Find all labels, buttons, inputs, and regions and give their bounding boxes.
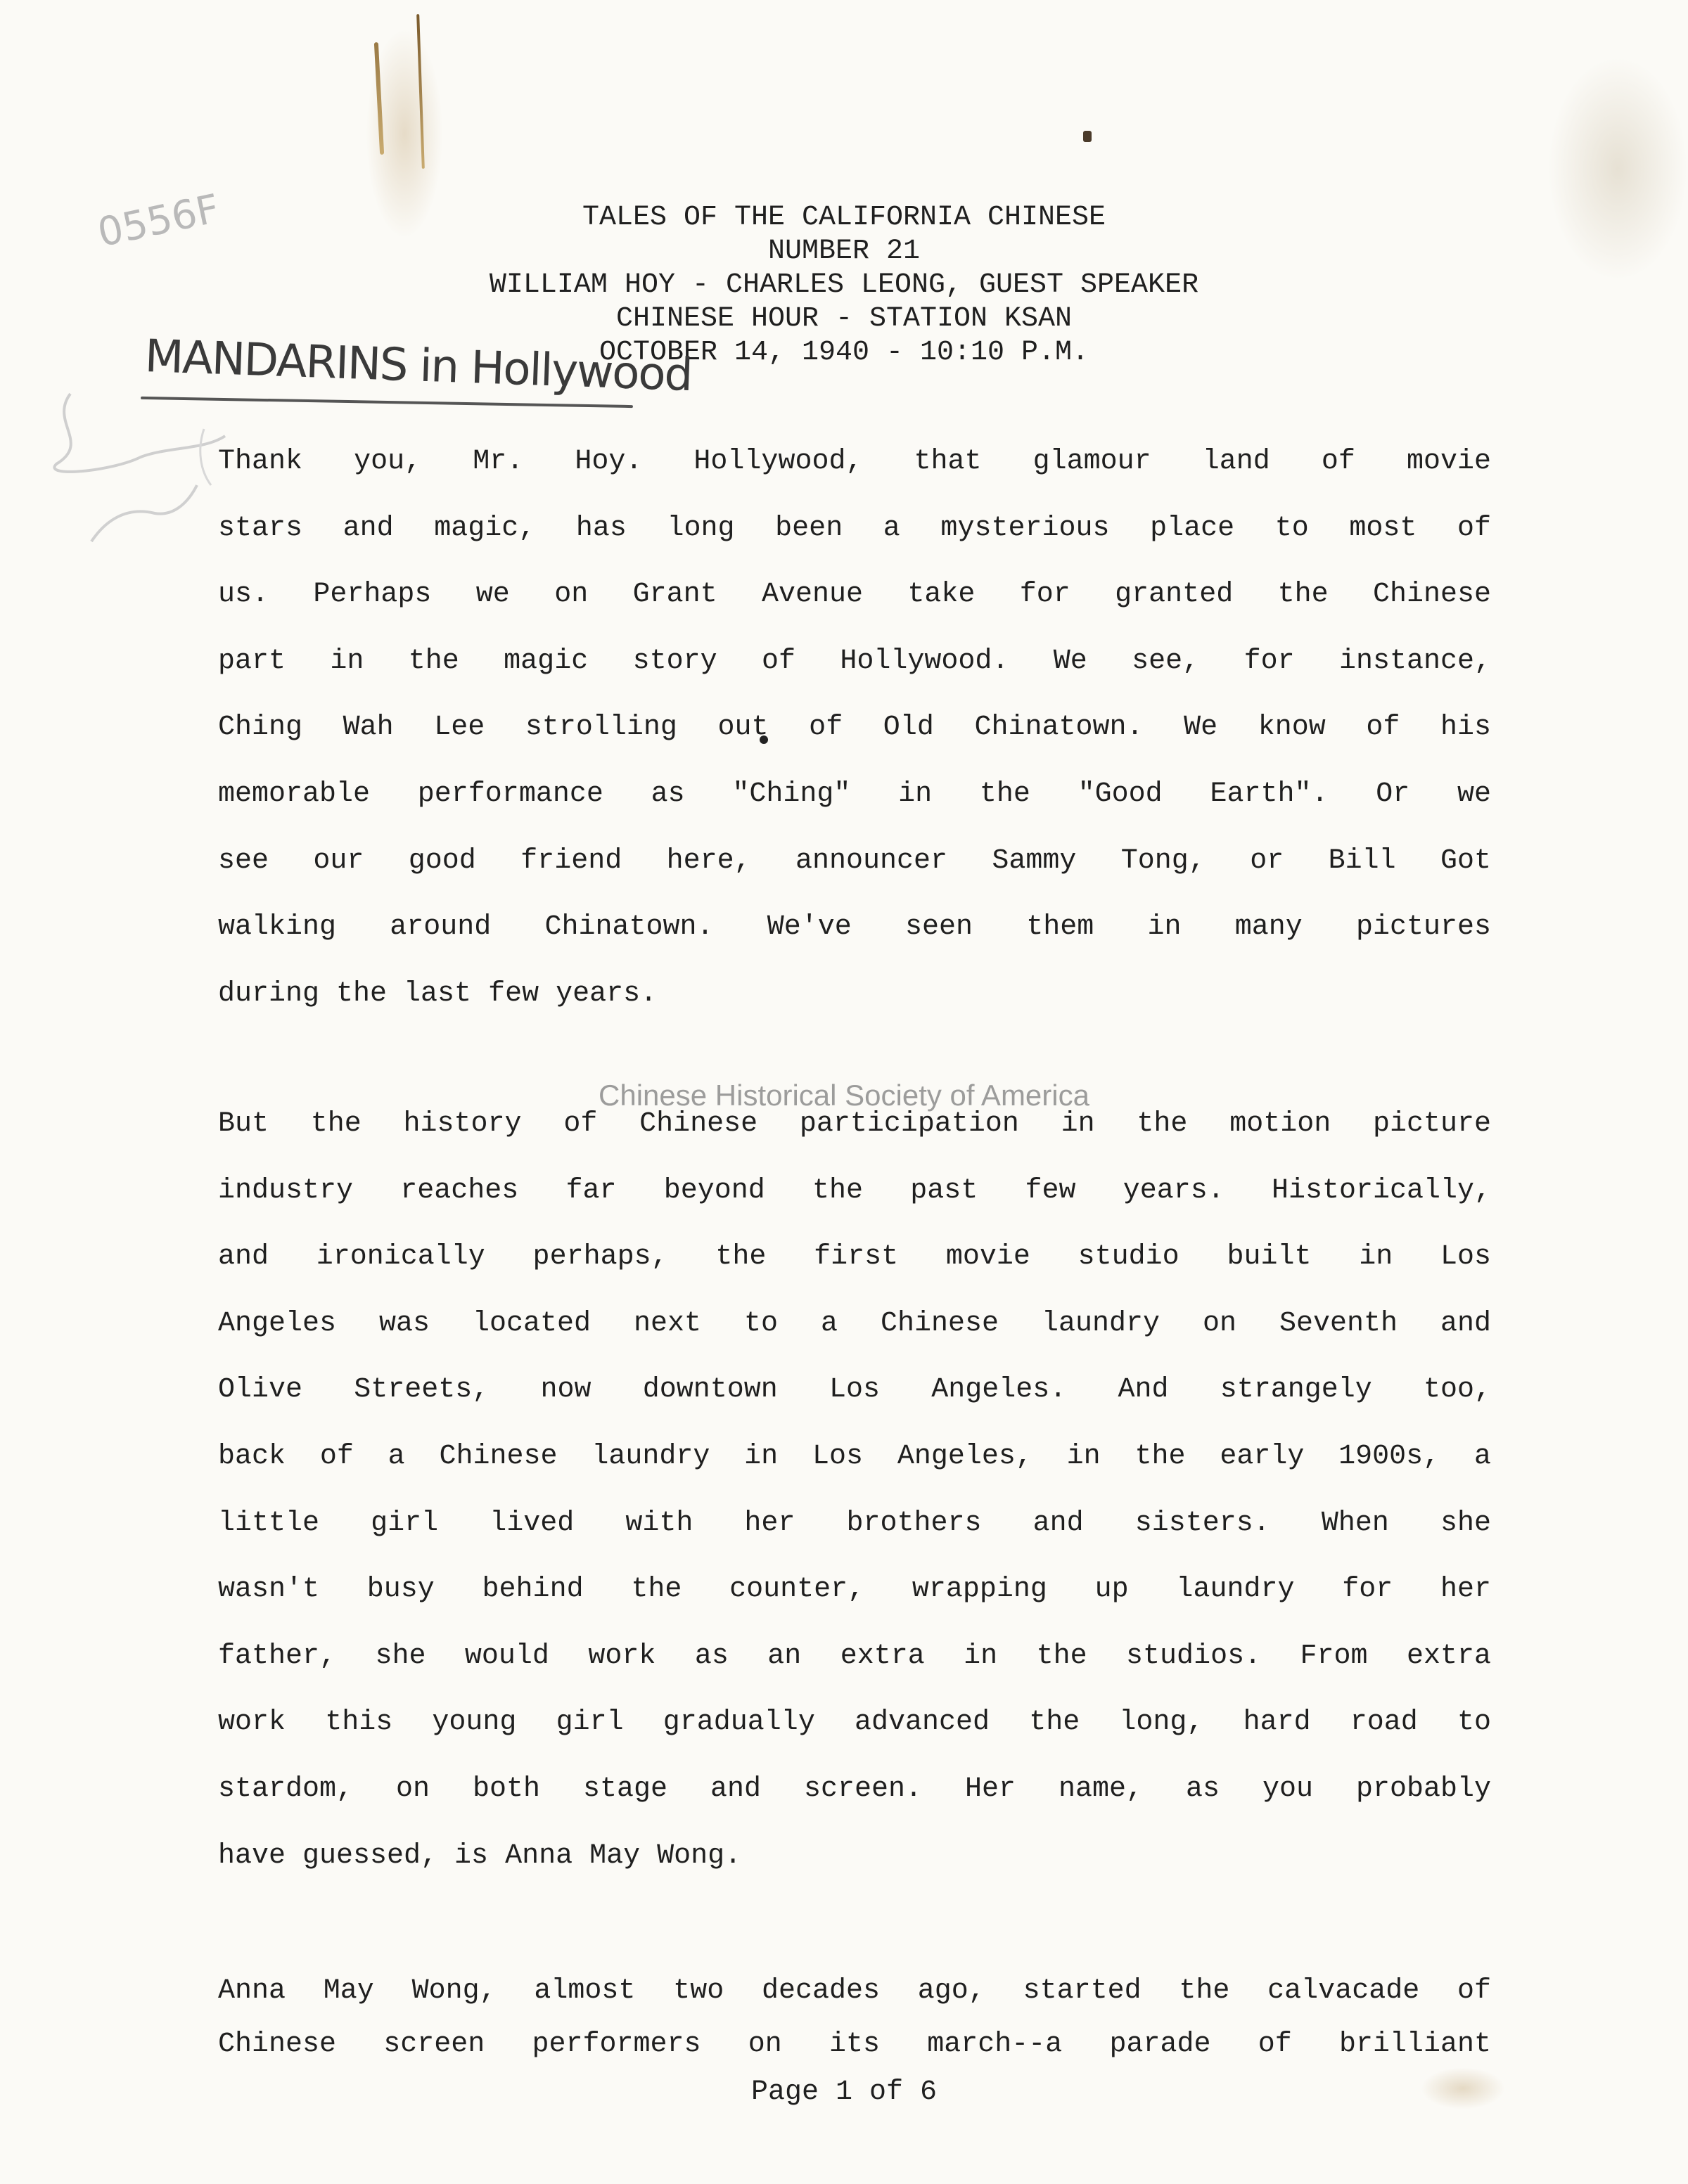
margin-scribble xyxy=(28,380,239,548)
text-line: memorable performance as "Ching" in the "Good Earth". Or we xyxy=(218,778,1491,810)
text-line: stardom, on both stage and screen. Her name, as you probably xyxy=(218,1773,1491,1805)
text-line: industry reaches far beyond the past few years. Historically, xyxy=(218,1174,1491,1207)
text-line: see our good friend here, announcer Sammy Tong, or Bill Got xyxy=(218,844,1491,877)
text-line: Olive Streets, now downtown Los Angeles. And strangely too, xyxy=(218,1374,1491,1406)
header-line-speakers: WILLIAM HOY - CHARLES LEONG, GUEST SPEAKER xyxy=(489,269,1199,301)
header-line-station: CHINESE HOUR - STATION KSAN xyxy=(615,303,1073,335)
text-line: Chinese screen performers on its march--a parade of brilliant xyxy=(218,2028,1491,2060)
tear-mark xyxy=(374,42,384,155)
text-line: walking around Chinatown. We've seen them in many pictures xyxy=(218,911,1491,944)
text-line: during the last few years. xyxy=(218,977,658,1010)
text-line: and ironically perhaps, the first movie studio built in Los xyxy=(218,1241,1491,1273)
text-line: father, she would work as an extra in the studios. From extra xyxy=(218,1640,1491,1672)
text-line: work this young girl gradually advanced the long, hard road to xyxy=(218,1707,1491,1739)
page-number-footer: Page 1 of 6 xyxy=(750,2076,938,2108)
text-line: back of a Chinese laundry in Los Angeles, in the early 1900s, a xyxy=(218,1440,1491,1472)
text-line: part in the magic story of Hollywood. We see, for instance, xyxy=(218,645,1491,677)
paragraph-2 xyxy=(218,1091,1491,1889)
watermark: Chinese Historical Society of America xyxy=(599,1079,1089,1112)
text-line: Angeles was located next to a Chinese laundry on Seventh and xyxy=(218,1307,1491,1340)
handwritten-title: MANDARINS in Hollywood xyxy=(143,330,693,402)
header-line-number: NUMBER 21 xyxy=(767,236,921,267)
text-line: Thank you, Mr. Hoy. Hollywood, that glamour land of movie xyxy=(218,446,1491,477)
ink-speck xyxy=(1083,131,1092,142)
paragraph-1 xyxy=(218,429,1491,1027)
text-line: wasn't busy behind the counter, wrapping up laundry for her xyxy=(218,1574,1491,1606)
text-line: little girl lived with her brothers and sisters. When she xyxy=(218,1507,1491,1539)
text-line: stars and magic, has long been a mysterious place to most of xyxy=(218,512,1491,544)
paragraph-3 xyxy=(218,1958,1491,2064)
margin-note-number: 0556F xyxy=(94,186,224,257)
text-line: But the history of Chinese participation in the motion picture xyxy=(218,1108,1491,1140)
tear-mark-2 xyxy=(416,14,425,169)
text-line: Ching Wah Lee strolling out of Old Chinatown. We know of his xyxy=(218,712,1491,744)
text-line: us. Perhaps we on Grant Avenue take for granted the Chinese xyxy=(218,579,1491,611)
header-line-title: TALES OF THE CALIFORNIA CHINESE xyxy=(582,202,1106,233)
text-line: have guessed, is Anna May Wong. xyxy=(218,1839,742,1872)
header-line-date: OCTOBER 14, 1940 - 10:10 P.M. xyxy=(599,337,1089,368)
text-line: Anna May Wong, almost two decades ago, started the calvacade of xyxy=(218,1975,1491,2007)
